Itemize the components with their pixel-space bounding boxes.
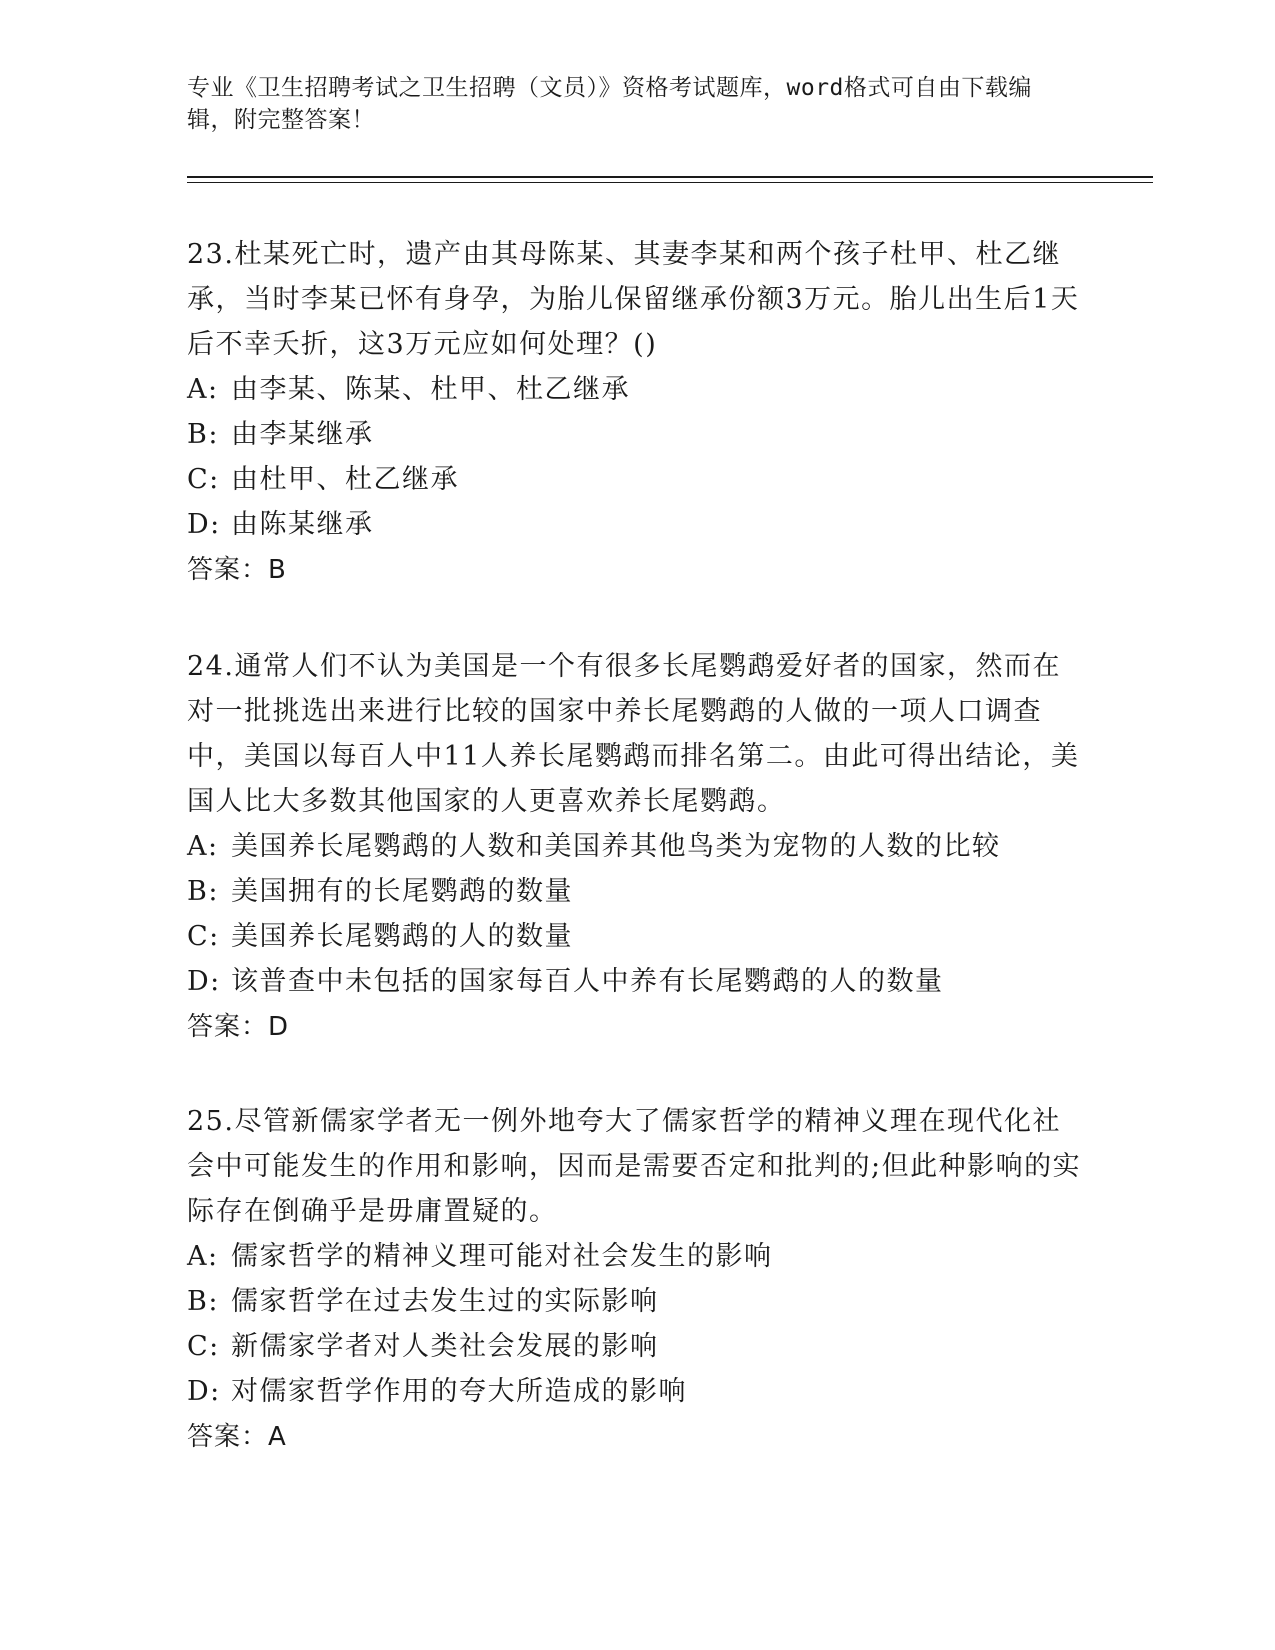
option-letter: D:: [187, 509, 221, 540]
option-letter: C:: [187, 464, 220, 495]
option-letter: A:: [187, 374, 219, 405]
question-stem: 25.尽管新儒家学者无一例外地夸大了儒家哲学的精神义理在现代化社会中可能发生的作用和影响，因而是需要否定和批判的;但此种影响的实际存在倒确乎是毋庸置疑的。: [187, 1106, 1082, 1227]
option-text: 由李某、陈某、杜甲、杜乙继承: [231, 374, 630, 405]
option-b: [187, 1279, 1087, 1324]
header-divider-thick: [187, 176, 1153, 178]
option-letter: A:: [187, 1241, 219, 1272]
option-letter: C:: [187, 921, 220, 952]
option-c: [187, 457, 1087, 502]
option-text: 美国拥有的长尾鹦鹉的数量: [231, 876, 573, 907]
option-text: 儒家哲学的精神义理可能对社会发生的影响: [231, 1241, 773, 1272]
question-25: [187, 1099, 1087, 1460]
option-text: 对儒家哲学作用的夸大所造成的影响: [231, 1376, 687, 1407]
answer-label: 答案：D: [187, 1012, 290, 1042]
option-letter: D:: [187, 1376, 221, 1407]
option-letter: C:: [187, 1331, 220, 1362]
option-text: 新儒家学者对人类社会发展的影响: [231, 1331, 659, 1362]
option-c: [187, 914, 1087, 959]
option-d: [187, 502, 1087, 547]
option-letter: B:: [187, 419, 219, 450]
question-23: [187, 232, 1087, 593]
option-b: [187, 412, 1087, 457]
option-text: 由杜甲、杜乙继承: [231, 464, 459, 495]
option-a: [187, 367, 1087, 412]
question-24: [187, 644, 1087, 1050]
option-d: [187, 1369, 1087, 1414]
option-text: 美国养长尾鹦鹉的人数和美国养其他鸟类为宠物的人数的比较: [231, 831, 1001, 862]
document-header: [187, 72, 1067, 136]
answer-label: 答案：B: [187, 555, 287, 585]
option-letter: B:: [187, 876, 219, 907]
option-b: [187, 869, 1087, 914]
option-letter: B:: [187, 1286, 219, 1317]
option-text: 美国养长尾鹦鹉的人的数量: [231, 921, 573, 952]
question-stem: 23.杜某死亡时，遗产由其母陈某、其妻李某和两个孩子杜甲、杜乙继承，当时李某已怀有身孕，为胎儿保留继承份额3万元。胎儿出生后1天后不幸夭折，这3万元应如何处理？(): [187, 239, 1080, 360]
option-text: 儒家哲学在过去发生过的实际影响: [231, 1286, 659, 1317]
header-divider-thin: [187, 182, 1153, 183]
answer-label: 答案：A: [187, 1422, 287, 1452]
question-stem: 24.通常人们不认为美国是一个有很多长尾鹦鹉爱好者的国家，然而在对一批挑选出来进行比较的国家中养长尾鹦鹉的人做的一项人口调查中，美国以每百人中11人养长尾鹦鹉而排名第二。由此可得出结论，美国人比大多数其他国家的人更喜欢养长尾鹦鹉。: [187, 651, 1080, 817]
option-text: 由陈某继承: [231, 509, 374, 540]
option-c: [187, 1324, 1087, 1369]
option-d: [187, 959, 1087, 1004]
option-text: 该普查中未包括的国家每百人中养有长尾鹦鹉的人的数量: [231, 966, 944, 997]
option-letter: A:: [187, 831, 219, 862]
option-a: [187, 824, 1087, 869]
option-text: 由李某继承: [231, 419, 374, 450]
option-a: [187, 1234, 1087, 1279]
header-intro-text: 专业《卫生招聘考试之卫生招聘（文员）》资格考试题库，word格式可自由下载编辑，附完整答案！: [187, 75, 1032, 133]
option-letter: D:: [187, 966, 221, 997]
